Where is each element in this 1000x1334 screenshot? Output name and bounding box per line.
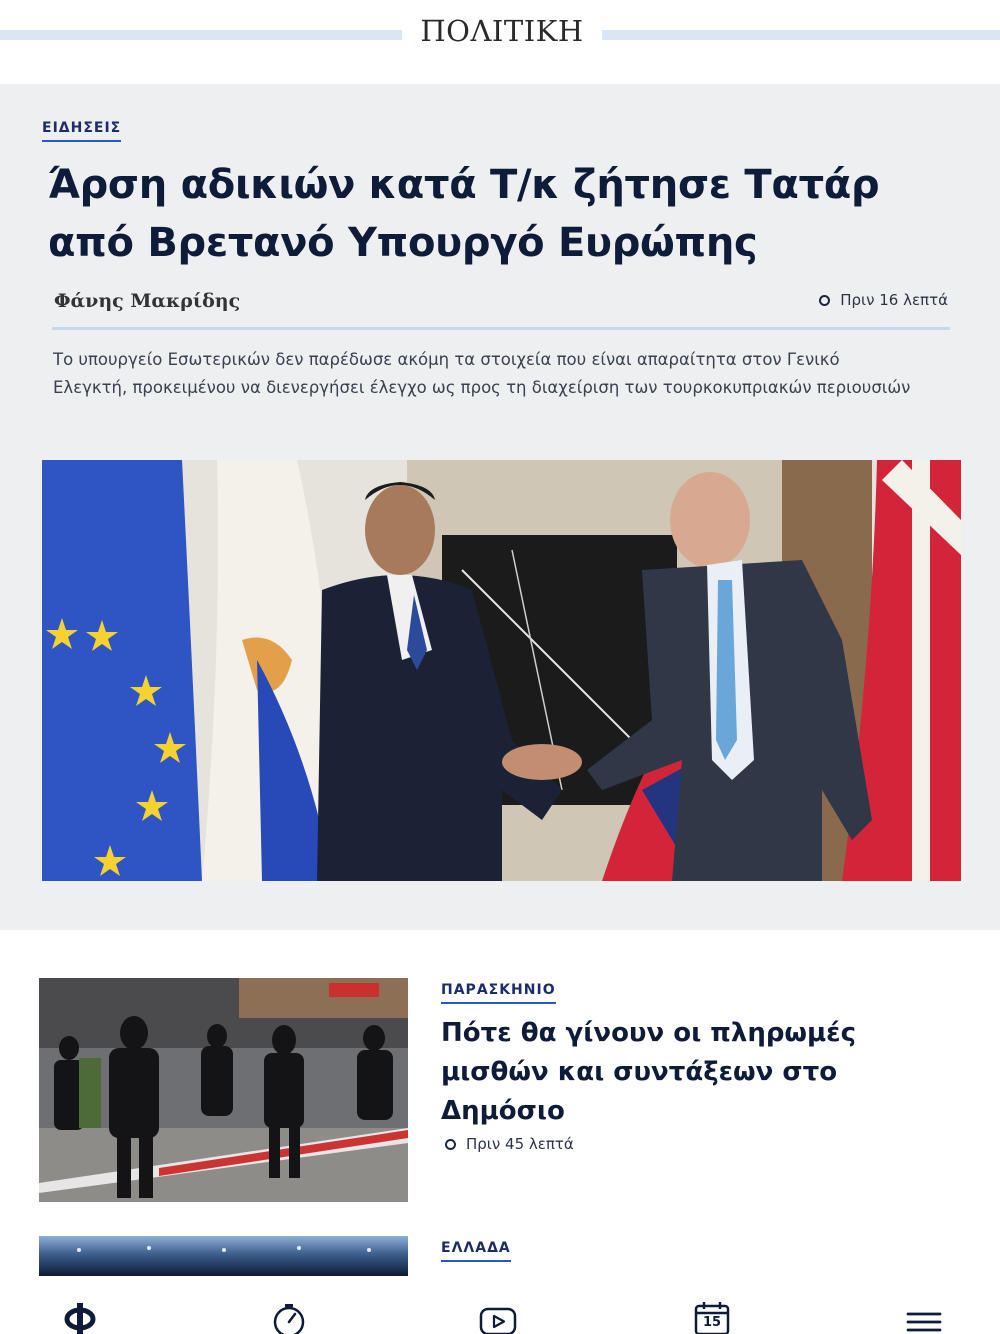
- hero-article[interactable]: [0, 84, 1000, 930]
- phi-logo-icon: [60, 1302, 100, 1334]
- hero-time-text: Πριν 16 λεπτά: [840, 291, 948, 309]
- hero-author[interactable]: Φάνης Μακρίδης: [54, 290, 241, 312]
- section-title: ΠΟΛΙΤΙΚΗ: [420, 14, 584, 48]
- play-icon: [478, 1302, 518, 1334]
- hero-divider: [52, 327, 950, 330]
- clock-icon: [269, 1302, 309, 1334]
- article-card[interactable]: [0, 1236, 1000, 1276]
- nav-home[interactable]: [60, 1302, 100, 1334]
- article-timestamp: [445, 1135, 574, 1153]
- nav-video[interactable]: [478, 1302, 518, 1334]
- article-image[interactable]: [39, 978, 408, 1202]
- hero-photo-illustration: [42, 460, 961, 881]
- clock-icon: [445, 1139, 456, 1150]
- section-header-divider-right: [602, 30, 1000, 40]
- nav-calendar[interactable]: [692, 1302, 732, 1334]
- article-category-tag[interactable]: ΕΛΛΑΔΑ: [441, 1240, 511, 1262]
- section-header: [0, 0, 1000, 84]
- nav-menu[interactable]: [904, 1302, 944, 1334]
- hero-image[interactable]: [42, 460, 961, 881]
- article-category-tag[interactable]: ΠΑΡΑΣΚΗΝΙΟ: [441, 982, 556, 1004]
- menu-icon: [904, 1302, 944, 1334]
- calendar-icon: [694, 1302, 730, 1334]
- hero-summary: Το υπουργείο Εσωτερικών δεν παρέδωσε ακόμη τα στοιχεία που είναι απαραίτητα στον Γενικό Ελεγκτή, προκειμένου να διενεργήσει έλεγχο ως προς τη διαχείριση των τουρκοκυπριακών περιουσιών: [53, 350, 911, 397]
- hero-title[interactable]: Άρση αδικιών κατά Τ/κ ζήτησε Τατάρ από Βρετανό Υπουργό Ευρώπης: [48, 162, 880, 266]
- calendar-day-label: 15: [702, 1315, 722, 1330]
- article-title[interactable]: Πότε θα γίνουν οι πληρωμές μισθών και συντάξεων στο Δημόσιο: [441, 1018, 857, 1126]
- article-card[interactable]: [0, 978, 1000, 1208]
- nav-latest[interactable]: [269, 1302, 309, 1334]
- article-image[interactable]: [39, 1236, 408, 1276]
- hero-timestamp: [819, 291, 948, 309]
- article-photo-illustration: [39, 978, 408, 1202]
- hero-category-tag[interactable]: ΕΙΔΗΣΕΙΣ: [42, 120, 121, 142]
- bottom-navigation: [0, 1276, 1000, 1334]
- article-time-text: Πριν 45 λεπτά: [466, 1135, 574, 1153]
- article-photo-illustration: [39, 1236, 408, 1276]
- section-header-divider-left: [0, 30, 402, 40]
- clock-icon: [819, 295, 830, 306]
